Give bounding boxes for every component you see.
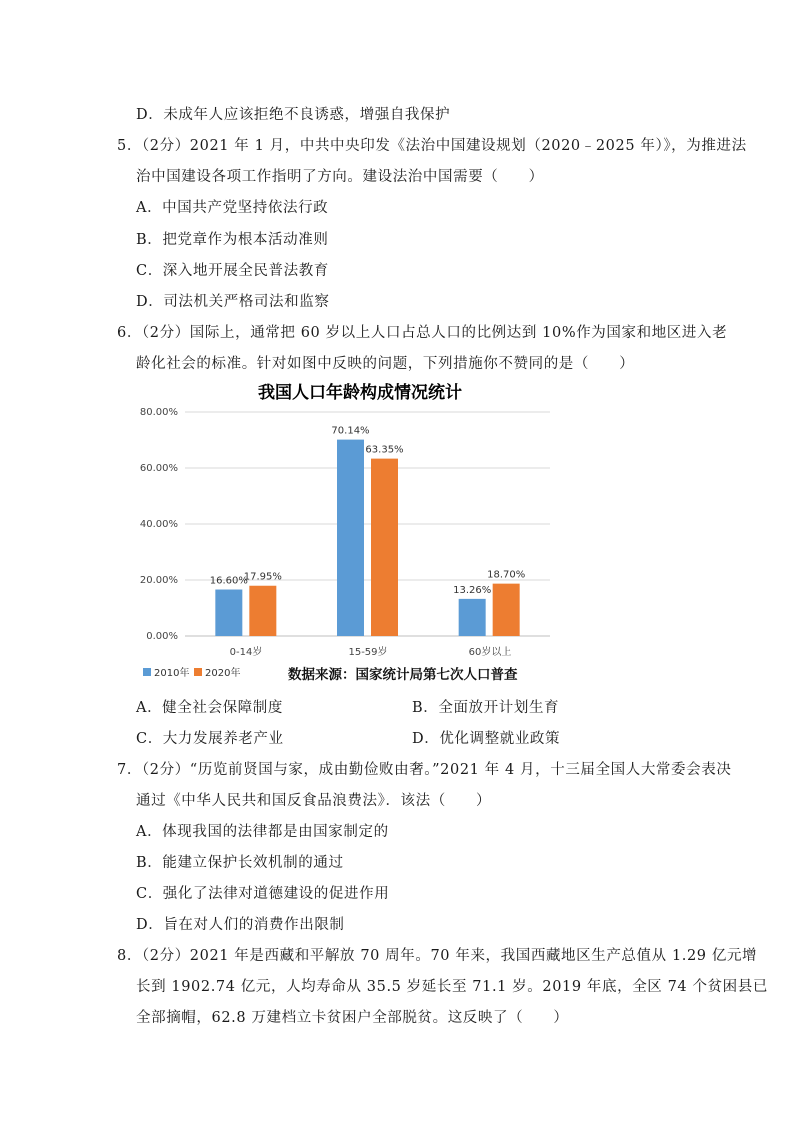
y-tick-label: 80.00% <box>139 407 178 418</box>
chart-source: 数据来源：国家统计局第七次人口普查 <box>288 667 518 683</box>
q7-option-c: C．强化了法律对道德建设的促进作用 <box>136 886 390 902</box>
q6-option-d: D．优化调整就业政策 <box>412 731 561 747</box>
q6-stem-line1: 6．（2分）国际上，通常把 60 岁以上人口占总人口的比例达到 10%作为国家和地区进入老 <box>117 325 728 341</box>
bar-data-label: 18.70% <box>487 569 526 581</box>
legend-label-2010: 2010年 <box>154 668 190 679</box>
q5-option-c: C．深入地开展全民普法教育 <box>136 263 329 279</box>
q6-stem-line2: 龄化社会的标准。针对如图中反映的问题，下列措施你不赞同的是（ ） <box>136 356 635 372</box>
q8-stem-line1: 8．（2分）2021 年是西藏和平解放 70 周年。70 年来，我国西藏地区生产总值从 1.29 亿元增 <box>117 948 758 964</box>
bar-2020-0 <box>249 586 276 636</box>
q8-stem-line2: 长到 1902.74 亿元，人均寿命从 35.5 岁延长至 71.1 岁。2019 年底，全区 74 个贫困县已 <box>136 979 768 995</box>
q6-option-b: B．全面放开计划生育 <box>412 700 560 716</box>
legend-swatch-2020 <box>194 668 202 676</box>
legend-label-2020: 2020年 <box>205 668 241 679</box>
q7-option-d: D．旨在对人们的消费作出限制 <box>136 917 345 933</box>
bar-data-label: 63.35% <box>365 444 404 456</box>
y-tick-label: 40.00% <box>139 519 178 530</box>
y-tick-label: 20.00% <box>139 575 178 586</box>
q5-option-b: B．把党章作为根本活动准则 <box>136 232 329 248</box>
legend <box>143 666 240 679</box>
x-tick-label: 0-14岁 <box>229 647 263 658</box>
legend-swatch-2010 <box>143 668 151 676</box>
bar-2010-2 <box>459 599 486 636</box>
y-tick-label: 0.00% <box>146 631 178 642</box>
q5-option-a: A．中国共产党坚持依法行政 <box>136 200 329 216</box>
bar-labels <box>210 426 525 596</box>
bar-data-label: 70.14% <box>331 425 370 437</box>
bar-2020-2 <box>493 584 520 636</box>
y-tick-labels <box>140 407 178 642</box>
x-tick-label: 60岁以上 <box>468 647 512 658</box>
q5-stem-line2: 治中国建设各项工作指明了方向。建设法治中国需要（ ） <box>136 169 544 185</box>
q5-option-d: D．司法机关严格司法和监察 <box>136 294 330 310</box>
y-tick-label: 60.00% <box>139 463 178 474</box>
bar-data-label: 13.26% <box>453 584 492 596</box>
x-tick-label: 15-59岁 <box>348 647 388 658</box>
q7-stem-line2: 通过《中华人民共和国反食品浪费法》．该法（ ） <box>136 793 492 809</box>
bars <box>215 440 519 636</box>
bar-2010-1 <box>337 440 364 636</box>
bar-2020-1 <box>371 459 398 636</box>
q4-option-d: D．未成年人应该拒绝不良诱惑，增强自我保护 <box>136 107 451 123</box>
x-tick-labels <box>230 645 512 658</box>
population-age-chart <box>128 376 568 690</box>
q6-option-a: A．健全社会保障制度 <box>136 700 283 716</box>
q7-stem-line1: 7．（2分）“历览前贤国与家，成由勤俭败由奢。”2021 年 4 月，十三届全国人大常委会表决 <box>117 762 732 778</box>
q7-option-b: B．能建立保护长效机制的通过 <box>136 855 344 871</box>
q6-option-c: C．大力发展养老产业 <box>136 731 284 747</box>
bar-data-label: 17.95% <box>243 571 282 583</box>
q5-stem-line1: 5．（2分）2021 年 1 月，中共中央印发《法治中国建设规划（2020﹣2025 年）》，为推进法 <box>117 138 747 154</box>
bar-data-label: 16.60% <box>209 575 248 587</box>
bar-2010-0 <box>215 590 242 636</box>
q8-stem-line3: 全部摘帽，62.8 万建档立卡贫困户全部脱贫。这反映了（ ） <box>136 1010 569 1026</box>
chart-title: 我国人口年龄构成情况统计 <box>258 383 462 403</box>
q7-option-a: A．体现我国的法律都是由国家制定的 <box>136 824 389 840</box>
